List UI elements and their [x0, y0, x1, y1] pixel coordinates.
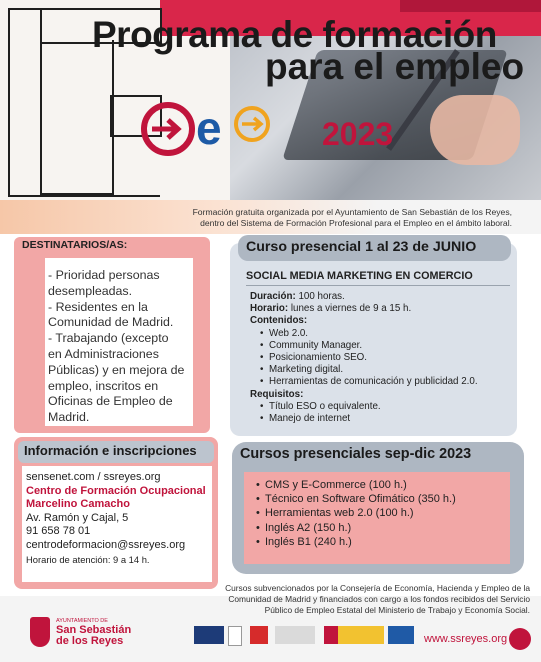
sepdic-heading: Cursos presenciales sep-dic 2023 [240, 446, 472, 462]
red-decor-bar-dark [400, 0, 541, 12]
gobierno-espana-logo-icon [324, 626, 384, 644]
list-item: • Técnico en Software Ofimático (350 h.) [256, 492, 456, 506]
duracion-label: Duración: [250, 291, 296, 302]
madrid-logo-icon [250, 626, 268, 644]
intro-text [0, 207, 512, 229]
info-centro-line-1: Centro de Formación Ocupacional [26, 484, 206, 497]
year-label: 2023 [322, 116, 394, 152]
footer-text [210, 583, 530, 615]
requisitos-label: Requisitos: [250, 388, 304, 400]
city-logo-name-2: de los Reyes [56, 635, 124, 647]
horario-label: Horario: [250, 303, 289, 315]
course-heading: Curso presencial 1 al 23 de JUNIO [246, 239, 477, 255]
horario-row [250, 303, 478, 315]
city-seal-icon [30, 617, 50, 647]
website-link[interactable]: www.ssreyes.org [424, 633, 508, 645]
city-logo-name-1: San Sebastián [56, 624, 132, 636]
intro-line-2: dentro del Sistema de Formación Profesional para el Empleo en el ámbito laboral. [200, 218, 512, 228]
list-item: • CMS y E-Commerce (100 h.) [256, 478, 456, 492]
info-heading: Información e inscripciones [24, 443, 197, 458]
cert-logo-icon [228, 626, 242, 646]
city-logo-small-text: AYUNTAMIENTO DE [56, 618, 108, 624]
f-letter-outline-stem [40, 40, 114, 195]
course-name: SOCIAL MEDIA MARKETING EN COMERCIO [246, 270, 473, 282]
list-item: • Posicionamiento SEO. [260, 352, 478, 364]
contenidos-list [250, 328, 478, 389]
list-item: • Web 2.0. [260, 328, 478, 340]
title-line-2: para el empleo [265, 46, 525, 87]
list-item: • Título ESO o equivalente. [260, 401, 478, 413]
efqm-logo-icon [194, 626, 224, 644]
destinatarios-heading: DESTINATARIOS/AS: [22, 239, 128, 251]
footer-line-1: Cursos subvencionados por la Consejería de Economía, Hacienda y Empleo de la [225, 583, 530, 593]
info-details [26, 471, 206, 566]
list-item: • Inglés A2 (150 h.) [256, 521, 456, 535]
eeo-logo [140, 100, 272, 158]
city-logo-name [56, 625, 131, 647]
destinatarios-text: - Prioridad personas desempleadas. - Residentes en la Comunidad de Madrid. - Trabajando (excepto en Administraciones Públicas) y en mejora de empleo, inscritos en Oficinas de Empleo de Madrid. [48, 268, 185, 425]
list-item: • Herramientas de comunicación y publicidad 2.0. [260, 376, 478, 388]
list-item: • Manejo de internet [260, 413, 478, 425]
list-item: • Community Manager. [260, 340, 478, 352]
header-banner [0, 0, 541, 200]
sepe-logo-icon [388, 626, 414, 644]
contenidos-label: Contenidos: [250, 315, 308, 327]
info-address: Av. Ramón y Cajal, 5 [26, 511, 129, 524]
list-item: • Marketing digital. [260, 364, 478, 376]
title-line-1: Programa de formación [92, 14, 497, 55]
info-centro-line-2: Marcelino Camacho [26, 498, 130, 511]
requisitos-list [250, 401, 478, 425]
info-email[interactable]: centrodeformacion@ssreyes.org [26, 538, 186, 551]
badge-seal-icon [509, 628, 531, 650]
info-hours: Horario de atención: 9 a 14 h. [26, 553, 150, 565]
red-arrow-icon [152, 120, 178, 138]
course-divider [246, 285, 510, 286]
info-phone[interactable]: 91 658 78 01 [26, 525, 91, 538]
hand-image [430, 95, 520, 165]
footer-line-2: Comunidad de Madrid y financiados con cargo a los fondos recibidos del Servicio [228, 593, 530, 604]
orange-arrow-icon [242, 118, 261, 130]
list-item: • Inglés B1 (240 h.) [256, 535, 456, 549]
consejeria-logo-icon [275, 626, 315, 644]
sepdic-list [246, 478, 456, 549]
intro-line-1: Formación gratuita organizada por el Ayuntamiento de San Sebastián de los Reyes, [192, 207, 512, 217]
duracion-value: 100 horas. [298, 291, 345, 302]
logo-letter-e: e [196, 102, 222, 154]
info-web[interactable]: sensenet.com / ssreyes.org [26, 471, 161, 483]
list-item: • Herramientas web 2.0 (100 h.) [256, 506, 456, 520]
duracion-row [250, 291, 478, 303]
footer-line-3: Público de Empleo Estatal del Ministerio de Trabajo y Economía Social. [264, 604, 530, 615]
course-details [250, 291, 478, 425]
horario-value: lunes a viernes de 9 a 15 h. [290, 303, 412, 315]
